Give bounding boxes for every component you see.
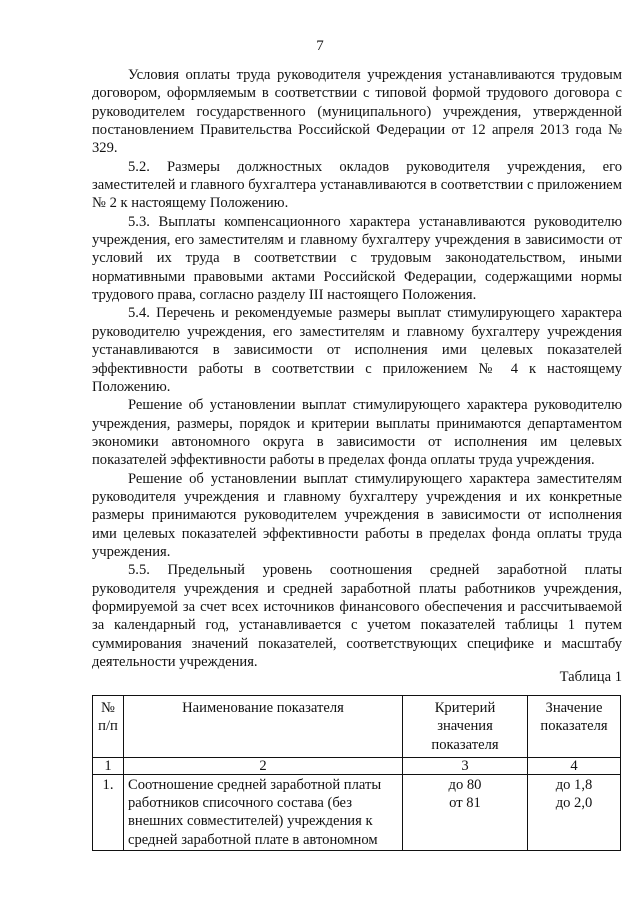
paragraph-decision-director: Решение об установлении выплат стимулирующего характера руководителю учреждения, размеры, порядок и критерии выплаты принимаются департаментом экономики автономного округа в зависимости от исполнения им целевых показателей эффективности работы в пределах фонда оплаты труда учреждения. [92, 397, 622, 469]
column-number: 3 [403, 757, 528, 774]
column-number: 1 [93, 757, 124, 774]
table-caption: Таблица 1 [559, 669, 622, 685]
header-number: № п/п [93, 696, 124, 758]
paragraph-5-3: 5.3. Выплаты компенсационного характера устанавливаются руководителю учреждения, его заместителям и главному бухгалтеру учреждения в зависимости от условий их труда в соответствии с трудовым законодательством, иными нормативными правовыми актами Российской Федерации, содержащими нормы трудового права, согласно разделу III настоящего Положения. [92, 213, 622, 304]
table-row [93, 774, 621, 850]
row-criteria [403, 774, 528, 850]
row-indicator-name: Соотношение средней заработной платы работников списочного состава (без внешних совместителей) учреждения к средней заработной плате в автономном [124, 774, 403, 850]
paragraph-5-4: 5.4. Перечень и рекомендуемые размеры выплат стимулирующего характера руководителю учреждения, его заместителям и главному бухгалтеру учреждения устанавливаются в зависимости от исполнения ими целевых показателей эффективности работы в соответствии с приложением № 4 к настоящему Положению. [92, 305, 622, 395]
row-number: 1. [93, 774, 124, 850]
paragraph-decision-deputies: Решение об установлении выплат стимулирующего характера заместителям руководителя учреждения и главному бухгалтеру учреждения и их конкретные размеры принимаются руководителем учреждения в зависимости от исполнения ими целевых показателей эффективности работы в пределах фонда оплаты труда учреждения. [92, 470, 622, 560]
header-indicator-name: Наименование показателя [124, 696, 403, 758]
header-value: Значение показателя [528, 696, 621, 758]
page-number: 7 [316, 38, 324, 54]
row-values [528, 774, 621, 850]
paragraph-labor-conditions: Условия оплаты труда руководителя учреждения устанавливаются трудовым договором, оформляемым в соответствии с типовой формой трудового договора с руководителем государственного (муниципального) учреждения, утвержденной постановлением Правительства Российской Федерации от 12 апреля 2013 года № 329. [92, 67, 622, 157]
paragraph-5-2: 5.2. Размеры должностных окладов руководителя учреждения, его заместителей и главного бухгалтера устанавливаются в соответствии с приложением № 2 к настоящему Положению. [92, 158, 622, 212]
paragraph-5-5: 5.5. Предельный уровень соотношения средней заработной платы руководителя учреждения и средней заработной платы работников учреждения, формируемой за счет всех источников финансового обеспечения и рассчитываемой за календарный год, устанавливается с учетом показателей таблицы 1 путем суммирования значений показателей, соответствующих специфике и масштабу деятельности учреждения. [92, 562, 622, 670]
indicator-value: до 2,0 [555, 795, 593, 812]
column-number: 4 [528, 757, 621, 774]
indicator-value: до 1,8 [555, 776, 593, 793]
column-number: 2 [124, 757, 403, 774]
header-criterion: Критерий значения показателя [403, 696, 528, 758]
document-body [92, 66, 622, 671]
column-numbering-row [93, 757, 621, 774]
table-header-row [93, 696, 621, 758]
criterion-value: до 80 [448, 776, 482, 793]
indicators-table [92, 695, 621, 851]
criterion-value: от 81 [449, 795, 481, 812]
